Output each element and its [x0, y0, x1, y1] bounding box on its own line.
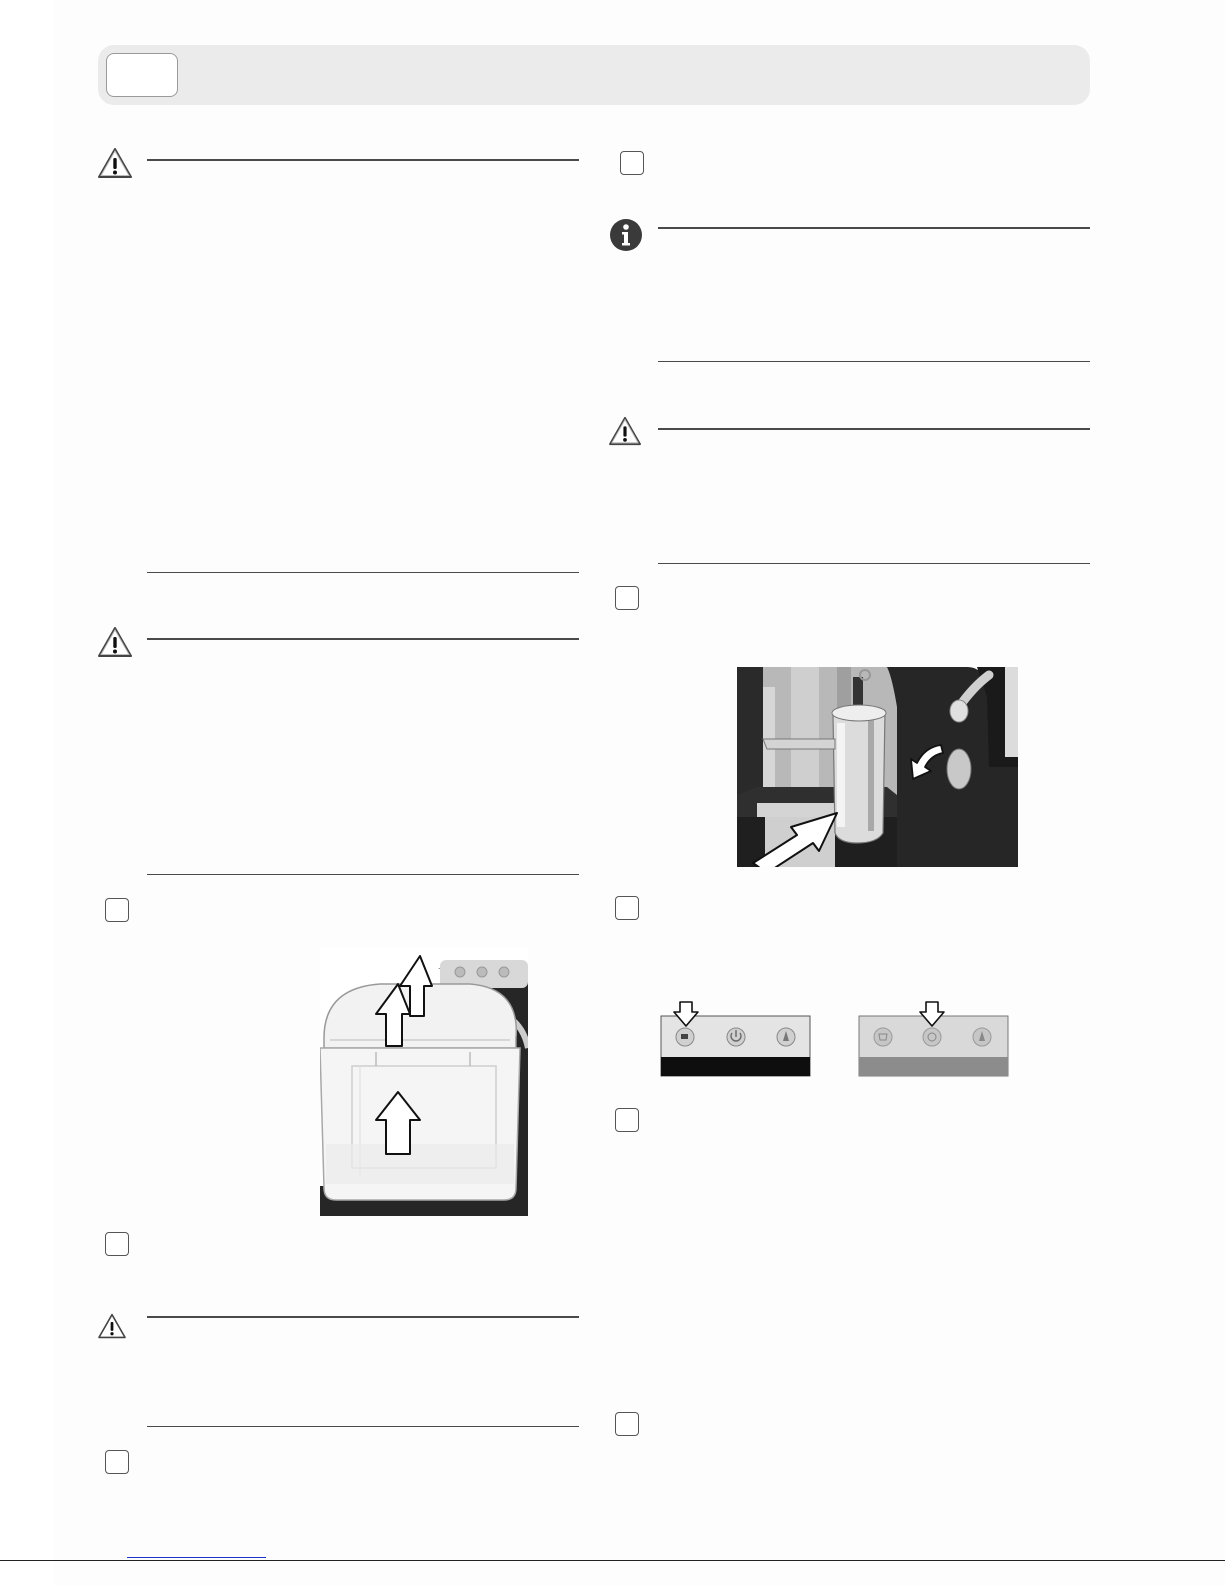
control-panel-illustration-right [858, 1000, 1009, 1077]
footer-link-underline[interactable] [127, 1557, 266, 1558]
step-checkbox-icon [615, 896, 639, 920]
warning-top-rule [147, 638, 579, 640]
warning-triangle-icon [608, 416, 642, 446]
section-tab [106, 53, 178, 97]
warning-top-rule [147, 1316, 579, 1318]
milk-frother-illustration [737, 667, 1018, 867]
warning-bottom-rule [658, 563, 1090, 564]
info-circle-icon [609, 218, 643, 252]
step-checkbox-icon [615, 1412, 639, 1436]
section-header-bar [98, 45, 1090, 105]
warning-top-rule [147, 159, 579, 161]
info-bottom-rule [658, 361, 1090, 362]
step-checkbox-icon [615, 586, 639, 610]
step-checkbox-icon [620, 151, 644, 175]
footer-rule [0, 1560, 1225, 1561]
warning-triangle-icon [97, 147, 133, 179]
warning-bottom-rule [147, 572, 579, 573]
warning-bottom-rule [147, 874, 579, 875]
water-tank-illustration [320, 948, 528, 1216]
step-checkbox-icon [615, 1108, 639, 1132]
warning-top-rule [658, 428, 1090, 430]
warning-bottom-rule [147, 1426, 579, 1427]
info-top-rule [658, 227, 1090, 229]
step-checkbox-icon [105, 1232, 129, 1256]
step-checkbox-icon [105, 898, 129, 922]
warning-triangle-icon [97, 1313, 127, 1339]
step-checkbox-icon [105, 1450, 129, 1474]
control-panel-illustration-left [660, 1000, 811, 1077]
warning-triangle-icon [97, 626, 133, 658]
